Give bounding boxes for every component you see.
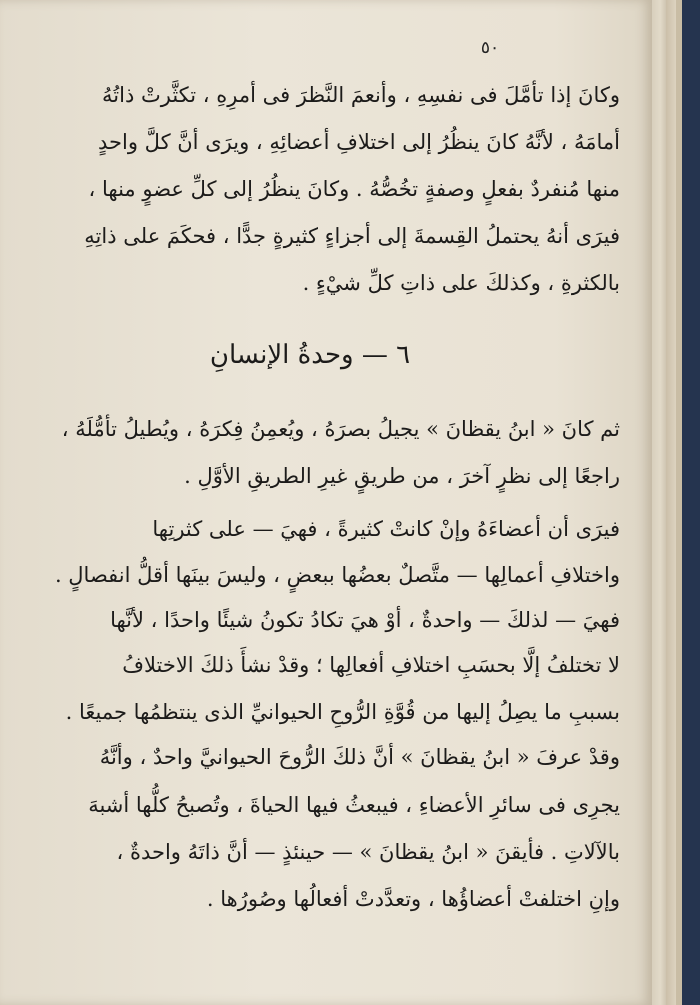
text-line: وكانَ إذا تأمَّلَ فى نفسِهِ ، وأنعمَ النَّظرَ فى أمرِهِ ، تكثَّرتْ ذاتُهُ — [102, 83, 620, 107]
text-line: فيرَى أنهُ يحتملُ القِسمةَ إلى أجزاءٍ كثيرةٍ جدًّا ، فحكَمَ على ذاتِهِ — [84, 224, 620, 248]
text-line: راجعًا إلى نظرٍ آخرَ ، من طريقٍ غيرِ الطريقِ الأوَّلِ . — [184, 464, 620, 488]
text-line: فيرَى أن أعضاءَهُ وإنْ كانتْ كثيرةً ، فهيَ — على كثرتِها — [152, 517, 620, 541]
text-line: لا تختلفُ إلَّا بحسَبِ اختلافِ أفعالِها ؛ وقدْ نشأَ ذلكَ الاختلافُ — [122, 653, 620, 677]
page-number: ٥٠ — [480, 38, 500, 58]
text-line: يجرِى فى سائرِ الأعضاءِ ، فيبعثُ فيها الحياةَ ، وتُصبحُ كلُّها أشبهَ — [88, 793, 620, 817]
text-line: منها مُنفردٌ بفعلٍ وصفةٍ تخُصُّهُ . وكانَ ينظُرُ إلى كلِّ عضوٍ منها ، — [88, 177, 620, 201]
page-edge — [666, 0, 676, 1005]
text-line: وقدْ عرفَ « ابنُ يقظانَ » أنَّ ذلكَ الرُّوحَ الحيوانيَّ واحدٌ ، وأنَّهُ — [99, 745, 620, 769]
text-line: بسببِ ما يصِلُ إليها من قُوَّةِ الرُّوحِ الحيوانيِّ الذى ينتظمُها جميعًا . — [65, 700, 620, 724]
text-line: فهيَ — لذلكَ — واحدةٌ ، أوْ هيَ تكادُ تكونُ شيئًا واحدًا ، لأنَّها — [110, 608, 620, 632]
text-line: بالآلاتِ . فأيقنَ « ابنُ يقظانَ » — حينئذٍ — أنَّ ذاتَهُ واحدةٌ ، — [116, 840, 620, 864]
page-edge — [652, 0, 666, 1005]
text-line: أمامَهُ ، لأنَّهُ كانَ ينظُرُ إلى اختلافِ أعضائِهِ ، ويرَى أنَّ كلَّ واحدٍ — [98, 130, 620, 154]
text-line: واختلافِ أعمالِها — متَّصلٌ بعضُها ببعضٍ ، وليسَ بينَها أقلُّ انفصالٍ . — [54, 563, 620, 587]
text-line: بالكثرةِ ، وكذلكَ على ذاتِ كلِّ شيْءٍ . — [302, 271, 620, 295]
book-cover — [682, 0, 700, 1005]
section-heading: ٦ — وحدةُ الإنسانِ — [209, 340, 411, 370]
text-line: ثم كانَ « ابنُ يقظانَ » يجيلُ بصرَهُ ، ويُعمِنُ فِكرَهُ ، ويُطيلُ تأمُّلَهُ ، — [61, 417, 620, 441]
text-line: وإنِ اختلفتْ أعضاؤُها ، وتعدَّدتْ أفعالُها وصُورُها . — [206, 887, 620, 911]
